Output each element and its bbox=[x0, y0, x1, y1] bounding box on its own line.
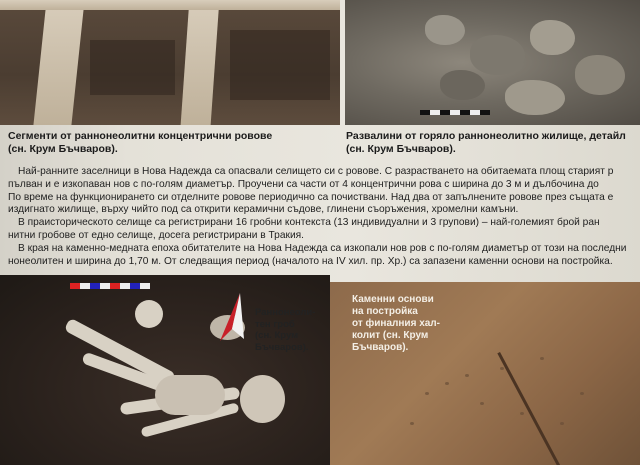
text-line: пълван и е изкопаван нов с по-голям диаметър. Проучени са части от 4 концентрични рова с ширина до 3 м и дълбочина до bbox=[8, 178, 599, 190]
pebble bbox=[500, 367, 504, 370]
trench-wall bbox=[181, 0, 220, 125]
pebble bbox=[445, 382, 449, 385]
text-line: Най-ранните заселници в Нова Надежда са опасвали селището си с ровове. С разрастването на обитаемата площ старият р bbox=[18, 166, 614, 177]
ribcage bbox=[155, 375, 225, 415]
text-line: В праисторическото селище са регистрирани 16 гробни контекста (13 индивидуални и 3 групови) – най-големият брой ран bbox=[18, 217, 600, 229]
stone bbox=[575, 55, 625, 95]
pebble bbox=[425, 392, 429, 395]
text-line: нонеолитен и ширина до 1,70 м. От следващия период (началото на IV хил. пр. Хр.) са запазени каменни основи на постройка. bbox=[8, 255, 613, 267]
foundation-caption: Каменни основи на постройка от финалния хал- колит (сн. Крум Бъчваров). bbox=[352, 294, 440, 353]
article-body bbox=[8, 166, 634, 268]
text-line: издигнато жилище, върху чийто под са открити керамични съдове, глинени съоръжения, хромелни камъни. bbox=[8, 204, 519, 216]
stone bbox=[425, 15, 465, 45]
grave-caption: Раннонеоли- тен гроб (сн. Крум Бъчваров). bbox=[255, 307, 316, 353]
pebble bbox=[540, 357, 544, 360]
ruins-photo bbox=[345, 0, 640, 125]
text-line: В края на каменно-медната епоха обитателите на Нова Надежда са изкопали нов ров с по-голям диаметър от този на последни bbox=[18, 242, 627, 254]
pebble bbox=[580, 392, 584, 395]
trenches-photo bbox=[0, 0, 340, 125]
pebble bbox=[480, 402, 484, 405]
bone bbox=[135, 300, 163, 328]
pebble bbox=[520, 412, 524, 415]
trench-floor bbox=[90, 40, 175, 95]
foundation-line bbox=[497, 352, 584, 465]
scale-bar bbox=[420, 110, 490, 115]
trenches-caption: Сегменти от раннонеолитни концентрични ровове (сн. Крум Бъчваров). bbox=[8, 130, 273, 155]
stone bbox=[530, 20, 575, 55]
trench-wall bbox=[33, 0, 84, 125]
skull bbox=[240, 375, 285, 423]
pebble bbox=[465, 374, 469, 377]
stone bbox=[470, 35, 525, 75]
foundation-photo bbox=[330, 282, 640, 465]
north-arrow-icon bbox=[210, 293, 250, 343]
pebble bbox=[560, 422, 564, 425]
pebble bbox=[410, 422, 414, 425]
grave-photo bbox=[0, 275, 330, 465]
stone bbox=[440, 70, 485, 100]
stone bbox=[505, 80, 565, 115]
text-line: По време на функционирането си отделните ровове периодично са почиствани. Над два от запълнените ровове през същата е bbox=[8, 191, 614, 203]
trench-wall bbox=[0, 0, 340, 10]
text-line: нитни гробове от едно селище, досега регистрирани в Тракия. bbox=[8, 229, 304, 241]
trench-floor bbox=[230, 30, 330, 100]
scale-bar bbox=[70, 283, 150, 289]
ruins-caption: Развалини от горяло раннонеолитно жилище, детайл (сн. Крум Бъчваров). bbox=[346, 130, 626, 155]
